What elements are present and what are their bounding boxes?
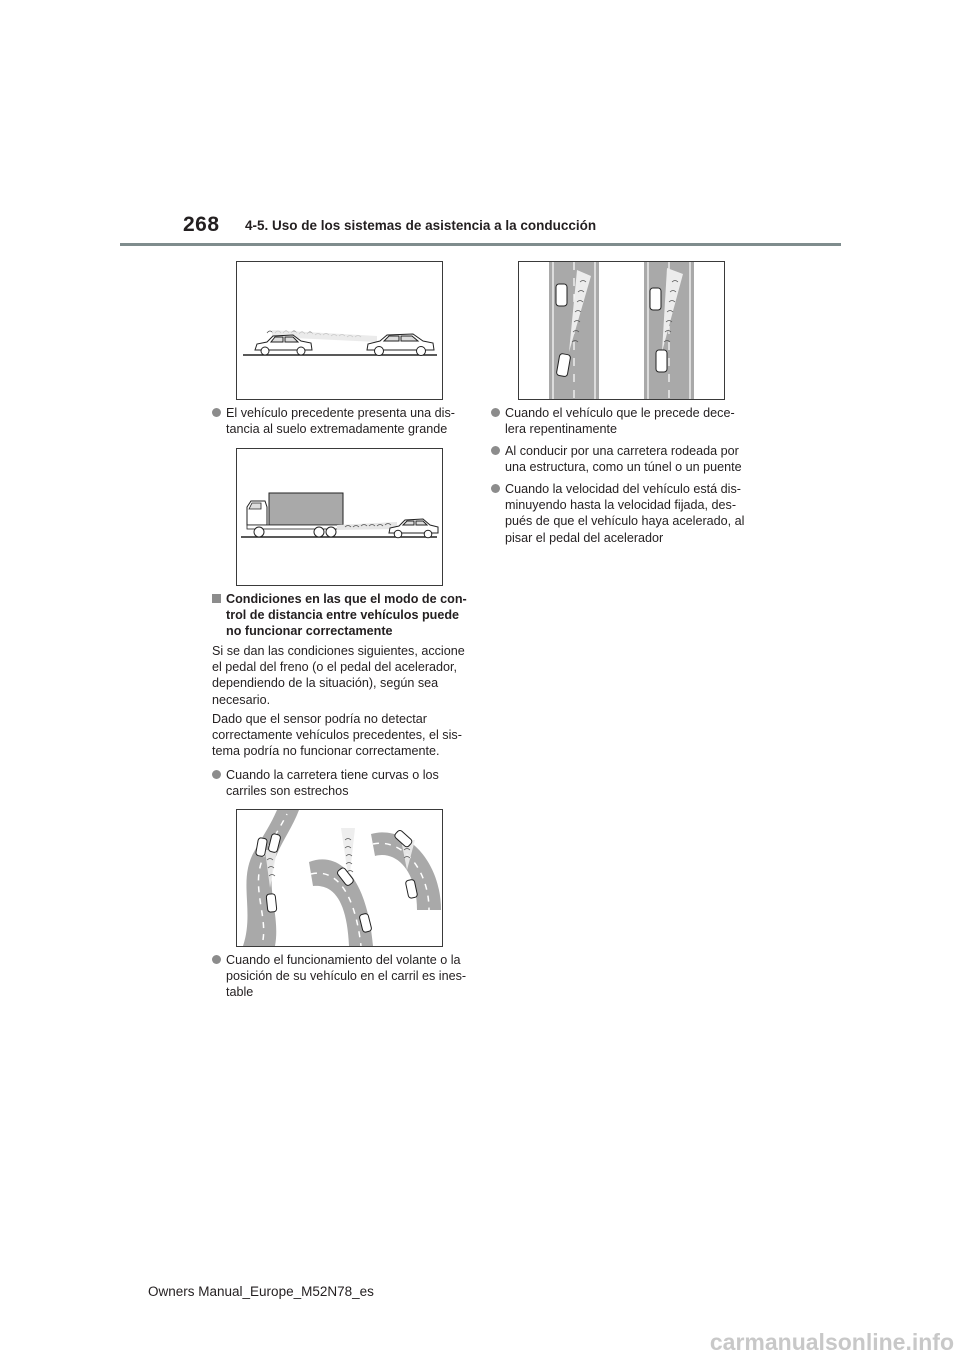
page-number: 268 (183, 213, 220, 236)
bullet-dot-icon (212, 955, 221, 964)
header-rule (120, 243, 841, 246)
figure-sudden-deceleration (518, 261, 725, 400)
left-bullet-1-text: El vehículo precedente presenta una dis- tancia al suelo extremadamente grande (226, 406, 455, 437)
left-bullet-2 (212, 767, 488, 799)
figure-curved-roads (236, 809, 443, 947)
right-bullet-1-text: Cuando el vehículo que le precede dece- lera repentinamente (505, 406, 735, 437)
subsection-heading-text: Condiciones en las que el modo de con- trol de distancia entre vehículos puede no funcionar correctamente (226, 592, 467, 639)
watermark: carmanualsonline.info (709, 1329, 954, 1355)
paragraph-2: Dado que el sensor podría no detectar correctamente vehículos precedentes, el sis- tema podría no funcionar correctamente. (212, 712, 462, 759)
heading-square-icon (212, 594, 221, 603)
left-bullet-3-text: Cuando el funcionamiento del volante o la posición de su vehículo en el carril es ines- table (226, 953, 467, 1000)
figure-truck-ahead (236, 448, 443, 586)
bullet-dot-icon (212, 770, 221, 779)
bullet-dot-icon (491, 408, 500, 417)
left-bullet-1 (212, 405, 488, 437)
bullet-dot-icon (491, 446, 500, 455)
subsection-heading (212, 591, 488, 640)
bullet-dot-icon (491, 484, 500, 493)
footer-manual-id: Owners Manual_Europe_M52N78_es (148, 1284, 374, 1299)
right-bullet-2 (491, 443, 775, 475)
right-bullet-2-text: Al conducir por una carretera rodeada por una estructura, como un túnel o un puente (505, 444, 742, 475)
paragraph-1: Si se dan las condiciones siguientes, accione el pedal del freno (o el pedal del acelerador, dependiendo de la situación), según sea necesario. (212, 644, 465, 707)
right-bullet-1 (491, 405, 775, 437)
bullet-dot-icon (212, 408, 221, 417)
right-bullet-3 (491, 481, 775, 546)
right-bullet-3-text: Cuando la velocidad del vehículo está dis- minuyendo hasta la velocidad fijada, des- pués de que el vehículo haya acelerado, al pisar el pedal del acelerador (505, 482, 745, 545)
figure-high-clearance-vehicle (236, 261, 443, 400)
left-bullet-3 (212, 952, 488, 1001)
left-bullet-2-text: Cuando la carretera tiene curvas o los carriles son estrechos (226, 768, 439, 799)
section-title: 4-5. Uso de los sistemas de asistencia a la conducción (245, 218, 597, 233)
